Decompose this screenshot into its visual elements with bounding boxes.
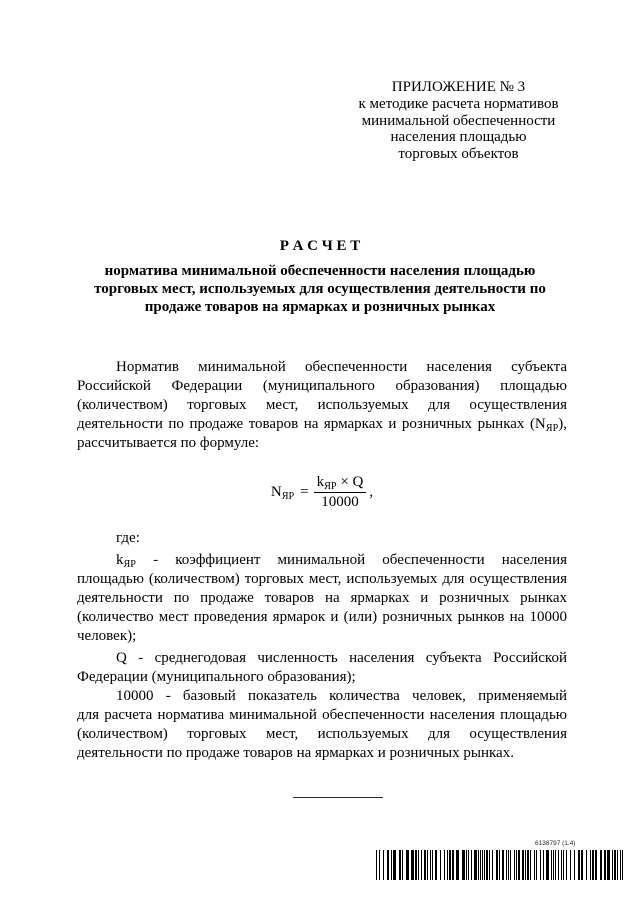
paragraph-line [77,725,567,744]
barcode-bar [574,850,575,880]
barcode-bar [383,850,384,880]
paragraph-line [77,649,567,668]
formula-expression [271,473,373,512]
formula-lhs [271,483,294,502]
barcode-bar [427,850,428,880]
barcode-bar [435,850,437,880]
barcode-bar [506,850,507,880]
formula-numerator-symbol: k [316,474,325,490]
appendix-subtitle-line: к методике расчета нормативов [358,95,559,112]
appendix-subtitle-line: населения площадью [390,129,527,146]
barcode-bar [430,850,431,880]
paragraph-line [77,570,567,589]
definition-term: k [116,552,124,568]
barcode-bar [418,850,419,880]
formula [77,473,567,512]
paragraph-line [77,377,567,396]
appendix-title: ПРИЛОЖЕНИЕ № 3 [391,79,526,95]
document-subtitle-line: норматива минимальной обеспеченности населения площадью [104,263,536,279]
barcode-bar [411,850,414,880]
line-text: Норматив минимальной обеспеченности населения субъекта [116,359,567,375]
barcode-bar [534,850,535,880]
barcode-bar [492,850,493,880]
paragraph-line [77,434,567,453]
barcode-bar [620,850,621,880]
line-text: - базовый показатель количества человек, применяемый [165,688,567,704]
line-text: Российской Федерации (муниципального образования) площадью [77,378,567,394]
paragraph-line [77,744,567,763]
barcode-bar [478,850,479,880]
barcode-bar [561,850,562,880]
barcode-bar [449,850,451,880]
paragraph-line [77,627,567,646]
barcode-bar [415,850,417,880]
paragraph-line [77,415,567,434]
barcode-bar [540,850,541,880]
barcode-bar [402,850,403,880]
barcode-bar [551,850,552,880]
barcode-bar [474,850,477,880]
barcode-bar [508,850,509,880]
appendix-subtitle-line: минимальной обеспеченности [361,112,556,129]
barcode-bar [391,850,392,880]
formula-trailing-comma: , [369,484,374,500]
barcode-bar [387,850,389,880]
paragraph-line [77,608,567,627]
barcode-bar [555,850,556,880]
paragraph-line [77,706,567,725]
barcode-bar [570,850,571,880]
definition-k [77,551,567,646]
subscript: ЯР [324,481,337,493]
appendix-header [350,79,567,163]
paragraph-line [77,687,567,706]
document-subtitle-line: торговых мест, используемых для осуществления деятельности по [94,281,546,297]
barcode-bar [525,850,526,880]
barcode-bar [607,850,610,880]
barcode-bar [566,850,567,880]
definition-q [77,649,567,687]
barcode-bar [421,850,422,880]
line-text: - коэффициент минимальной обеспеченности населения [153,552,568,568]
barcode-bar [581,850,583,880]
separator-line [293,797,383,798]
line-text: (количеством) торговых мест, используемых для осуществления [77,397,567,413]
barcode-bar [447,850,448,880]
barcode-bar [600,850,602,880]
paragraph-line [77,358,567,377]
barcode-bar [471,850,472,880]
line-text: рассчитывается по формуле: [77,435,260,451]
barcode-bar [558,850,559,880]
line-text: деятельности по продаже товаров на ярмарках и розничных рынках (N [77,416,546,432]
paragraph-line [77,396,567,415]
barcode-bar [543,850,544,880]
barcode-bar [586,850,587,880]
barcode-bar [622,850,623,880]
barcode-bar [379,850,380,880]
barcode-bar [510,850,511,880]
barcode-bar [502,850,504,880]
appendix-subtitle-line: торговых объектов [398,146,519,163]
barcode-bar [466,850,467,880]
formula-fraction [314,473,367,512]
barcode-bar [462,850,465,880]
barcode-bar [590,850,591,880]
barcode-bar [444,850,445,880]
paragraph-line [77,551,567,570]
formula-numerator-rest: × Q [340,474,364,490]
intro-paragraph [77,358,567,453]
barcode-bar [604,850,606,880]
barcode-bar [484,850,485,880]
barcode-bar [399,850,401,880]
subscript: ЯР [545,423,559,435]
formula-denominator: 10000 [321,494,359,510]
barcode-bar [592,850,594,880]
barcode-bar [424,850,426,880]
barcode-bar [468,850,469,880]
formula-equals: = [300,484,309,500]
barcode-bar [480,850,481,880]
barcode-bar [496,850,498,880]
barcode-bar [393,850,396,880]
line-text: ), [558,416,567,432]
paragraph-line [77,589,567,608]
definition-term: 10000 [116,688,154,704]
barcode [375,850,627,880]
barcode-bar [489,850,490,880]
definition-10000 [77,687,567,763]
barcode-bar [546,850,549,880]
barcode-bar [432,850,433,880]
line-text: для расчета норматива минимальной обеспеченности населения площадью [77,707,567,723]
document-subtitle-line: продаже товаров на ярмарках и розничных рынках [144,299,496,315]
line-text: деятельности по продаже товаров на ярмарках и розничных рынках [77,590,567,606]
formula-lhs-symbol: N [270,484,282,500]
where-label: где: [116,530,140,546]
barcode-bar [516,850,517,880]
barcode-bar [406,850,409,880]
line-text: (количеством) торговых мест, используемых для осуществления [77,726,567,742]
document-title: Р А С Ч Е Т [279,238,361,254]
line-text: деятельности по продаже товаров на ярмарках и розничных рынках. [77,745,514,761]
barcode-bar [530,850,531,880]
definition-term: Q [116,650,127,666]
subscript: ЯР [123,559,136,571]
subscript: ЯР [281,491,295,503]
barcode-bar [527,850,529,880]
barcode-bar [482,850,483,880]
barcode-bar [456,850,459,880]
barcode-bar [553,850,554,880]
formula-numerator [314,473,367,493]
paragraph-line [77,668,567,687]
barcode-bar [563,850,564,880]
barcode-bar [614,850,616,880]
barcode-bar [452,850,454,880]
line-text: (количество мест проведения ярмарок и (или) розничных рынков на 10000 [77,609,567,625]
line-text: площадью (количеством) торговых мест, используемых для осуществления [77,571,567,587]
line-text: - среднегодовая численность населения субъекта Российской [138,650,567,666]
line-text: человек); [77,628,137,644]
barcode-bar [595,850,597,880]
document-code: 6138797 (1.4) [535,840,576,847]
barcode-bar [536,850,537,880]
barcode-bar [514,850,515,880]
barcode-bar [612,850,613,880]
barcode-bar [499,850,500,880]
line-text: Федерации (муниципального образования); [77,669,356,685]
barcode-bar [518,850,520,880]
barcode-bar [578,850,580,880]
barcode-bar [376,850,377,880]
barcode-bar [486,850,488,880]
barcode-bar [522,850,524,880]
barcode-bar [440,850,441,880]
document-subtitle [0,262,640,316]
barcode-bar [617,850,618,880]
